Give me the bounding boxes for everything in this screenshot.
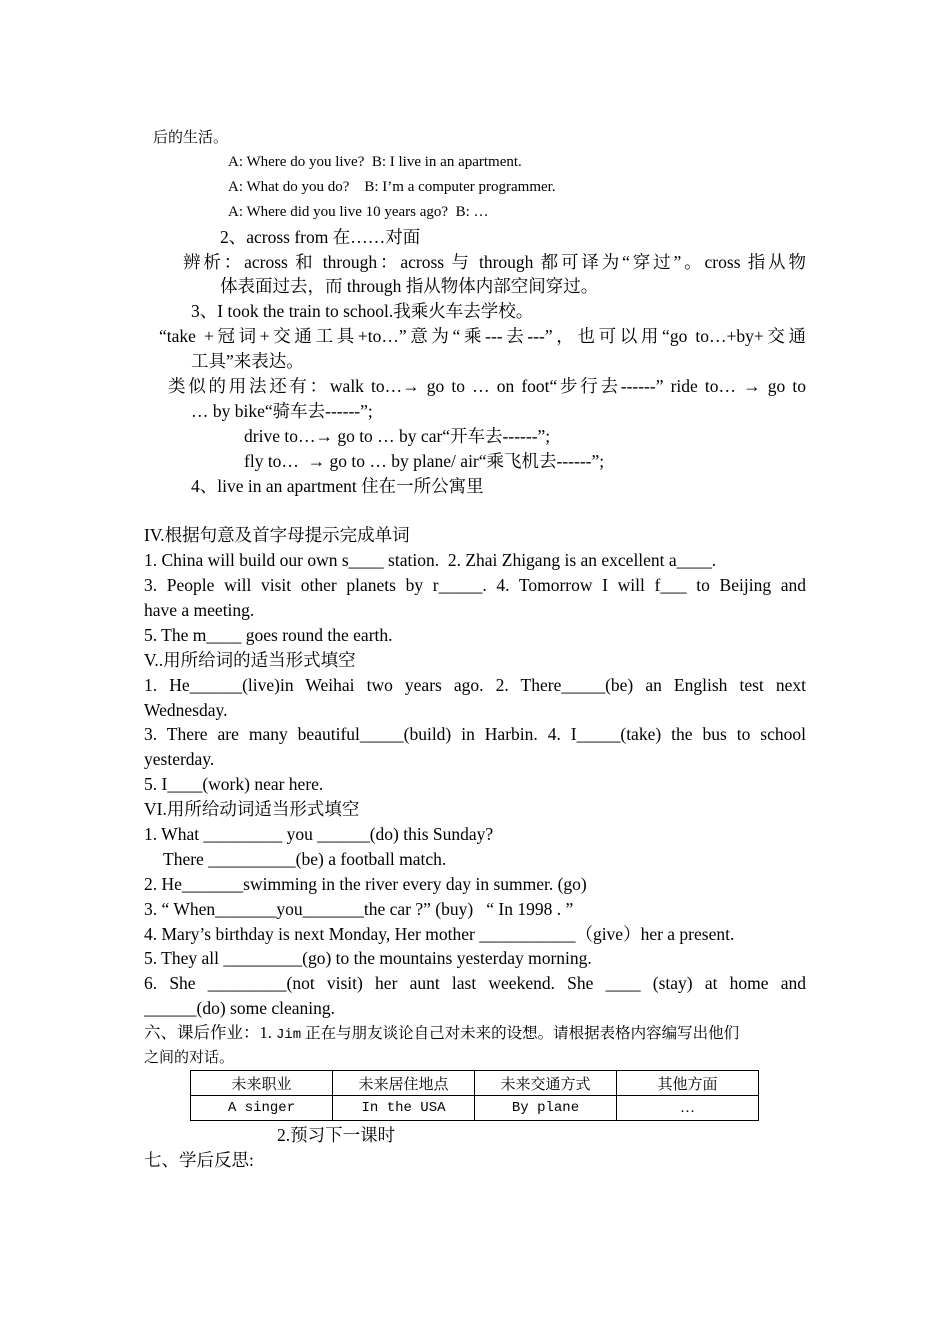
- text-line: “take +冠词+交通工具+to…”意为“乘---去---”，也可以用“go to…+by+交通: [159, 326, 806, 346]
- table-header-row: [191, 1071, 759, 1096]
- dialogue-line: A: Where did you live 10 years ago? B: …: [228, 204, 489, 220]
- exercise-line: 1. China will build our own s____ station. 2. Zhai Zhigang is an excellent a____.: [144, 550, 717, 570]
- homework-heading: [144, 1021, 739, 1047]
- text-line: … by bike“骑车去------”;: [191, 401, 373, 421]
- section-heading: 七、学后反思:: [144, 1150, 254, 1170]
- table-cell: …: [617, 1096, 759, 1121]
- text-line: 类似的用法还有：walk to…→ go to … on foot“步行去------” ride to… → go to: [168, 376, 806, 396]
- table-cell: In the USA: [333, 1096, 475, 1121]
- point-heading: 2、across from 在……对面: [220, 227, 421, 247]
- text-line: fly to… → go to … by plane/ air“乘飞机去------”;: [244, 451, 605, 471]
- exercise-line: 1. What _________ you ______(do) this Sunday?: [144, 824, 494, 844]
- exercise-line: 3. There are many beautiful_____(build) in Harbin. 4. I_____(take) the bus to school: [144, 724, 806, 744]
- homework-name: Jim: [276, 1027, 302, 1043]
- text-line: 后的生活。: [153, 130, 229, 146]
- exercise-line: yesterday.: [144, 749, 215, 769]
- point-heading: 4、live in an apartment 住在一所公寓里: [191, 476, 484, 496]
- homework-item: 2.预习下一课时: [277, 1125, 396, 1145]
- table-cell: By plane: [475, 1096, 617, 1121]
- section-heading: IV.根据句意及首字母提示完成单词: [144, 525, 410, 545]
- exercise-line: 3. People will visit other planets by r_____. 4. Tomorrow I will f___ to Beijing and: [144, 575, 806, 595]
- text-line: 辨析：across 和 through：across 与 through 都可译为“穿过”。cross 指从物: [183, 252, 806, 272]
- text-line: 体表面过去，而 through 指从物体内部空间穿过。: [220, 276, 599, 296]
- exercise-line: 2. He_______swimming in the river every day in summer. (go): [144, 874, 587, 894]
- exercise-line: 5. The m____ goes round the earth.: [144, 625, 393, 645]
- exercise-line: 6. She _________(not visit) her aunt last weekend. She ____ (stay) at home and: [144, 973, 806, 993]
- future-plan-table: [190, 1070, 759, 1121]
- exercise-line: 3. “ When_______you_______the car ?” (buy) “ In 1998 . ”: [144, 899, 574, 919]
- point-heading: 3、I took the train to school.我乘火车去学校。: [191, 301, 534, 321]
- table-header-cell: 未来居住地点: [333, 1071, 475, 1096]
- text-line: 之间的对话。: [144, 1050, 235, 1066]
- text-line: drive to…→ go to … by car“开车去------”;: [244, 426, 551, 446]
- exercise-line: Wednesday.: [144, 700, 228, 720]
- exercise-line: 5. I____(work) near here.: [144, 774, 324, 794]
- text-line: 工具”来表达。: [191, 351, 304, 371]
- exercise-line: ______(do) some cleaning.: [144, 998, 335, 1018]
- table-row: [191, 1096, 759, 1121]
- homework-text: 正在与朋友谈论自己对未来的设想。请根据表格内容编写出他们: [301, 1025, 740, 1042]
- exercise-line: 4. Mary’s birthday is next Monday, Her mother ___________（give）her a present.: [144, 924, 735, 944]
- table-header-cell: 未来交通方式: [475, 1071, 617, 1096]
- homework-prefix: 六、课后作业：1.: [144, 1023, 276, 1042]
- dialogue-line: A: What do you do? B: I’m a computer programmer.: [228, 179, 556, 195]
- section-heading: VI.用所给动词适当形式填空: [144, 799, 360, 819]
- dialogue-line: A: Where do you live? B: I live in an apartment.: [228, 154, 522, 170]
- section-heading: V..用所给词的适当形式填空: [144, 650, 356, 670]
- exercise-line: 1. He______(live)in Weihai two years ago. 2. There_____(be) an English test next: [144, 675, 806, 695]
- exercise-line: have a meeting.: [144, 600, 255, 620]
- exercise-line: 5. They all _________(go) to the mountains yesterday morning.: [144, 948, 592, 968]
- table-header-cell: 其他方面: [617, 1071, 759, 1096]
- table-cell: A singer: [191, 1096, 333, 1121]
- table-header-cell: 未来职业: [191, 1071, 333, 1096]
- exercise-line: There __________(be) a football match.: [163, 849, 447, 869]
